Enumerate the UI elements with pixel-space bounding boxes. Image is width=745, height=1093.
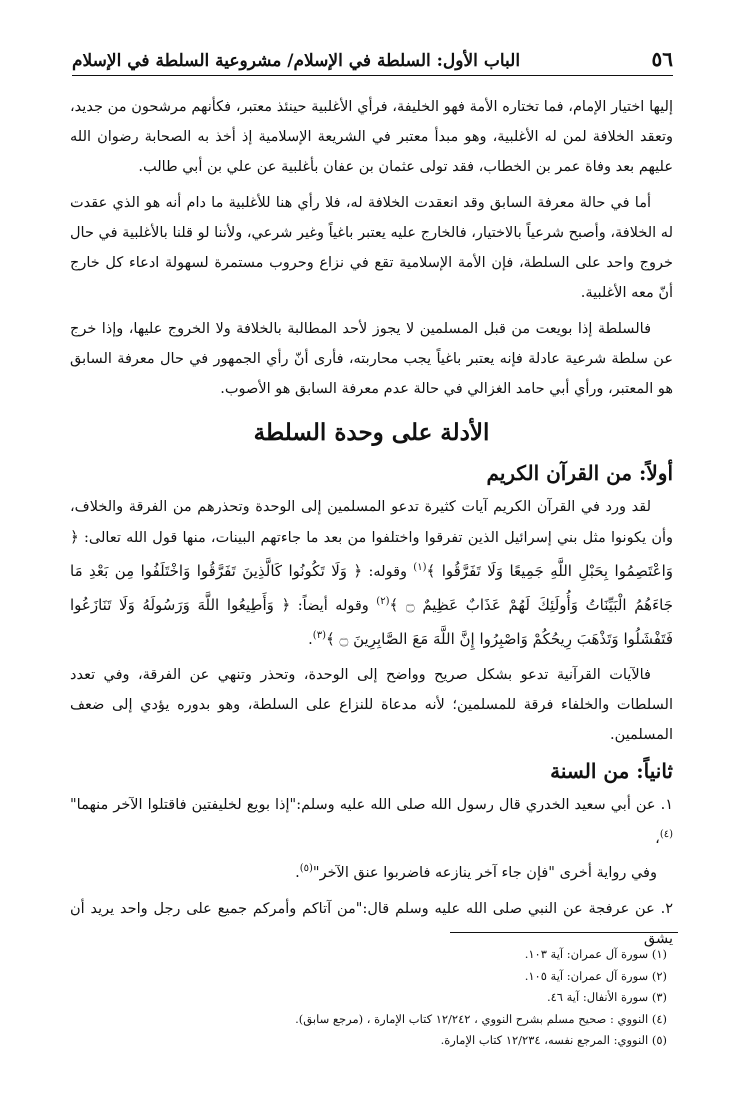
footnote-ref-5[interactable]: (٥) xyxy=(299,863,313,875)
section-title: الأدلة على وحدة السلطة xyxy=(253,419,490,446)
subsection-sunnah-title: ثانياً: من السنة xyxy=(550,759,673,784)
footnote-5: (٥) النووي: المرجع نفسه، ١٢/٢٣٤ كتاب الإمارة. xyxy=(440,1033,667,1047)
footnote-ref-3[interactable]: (٣) xyxy=(312,629,326,641)
hadith-item-1: ١. عن أبي سعيد الخدري قال رسول الله صلى الله عليه وسلم:"إذا بويع لخليفتين فاقتلوا الآخر منهما"$^{(٤)}$، وفي رواية أخرى "فإن جاء آخر ينازعه فاضربوا عنق الآخر"$^{(٥)}$. xyxy=(70,797,673,882)
running-header xyxy=(72,40,673,76)
footnote-separator xyxy=(450,932,678,933)
running-title: الباب الأول: السلطة في الإسلام/ مشروعية السلطة في الإسلام xyxy=(72,51,521,71)
quran-intro: لقد ورد في القرآن الكريم آيات كثيرة تدعو المسلمين إلى الوحدة وتحذرهم من الفرقة والخلاف، وأن يكونوا مثل بني إسرائيل الذين تفرقوا واختلفوا من بعد ما جاءتهم البينات، منها قول الله تعالى: xyxy=(70,499,673,546)
footnote-ref-2[interactable]: (٢) xyxy=(376,595,390,607)
subsection-quran-title: أولاً: من القرآن الكريم xyxy=(486,461,673,485)
main-text xyxy=(70,92,673,960)
footnote-1: (١) سورة آل عمران: آية ١٠٣. xyxy=(524,947,667,961)
quran-evidence: لقد ورد في القرآن الكريم آيات كثيرة تدعو المسلمين إلى الوحدة وتحذرهم من الفرقة والخلاف، وأن يكونوا مثل بني إسرائيل الذين تفرقوا واختلفوا من بعد ما جاءتهم البينات، منها قول الله تعالى: ﴿ وَاعْتَصِمُوا بِحَبْلِ اللَّهِ جَمِيعًا وَلَا تَفَرَّقُوا ﴾$^{(١)}$ وقوله: ﴿ وَلَا تَكُونُوا كَالَّذِينَ تَفَرَّقُوا وَاخْتَلَفُوا مِن بَعْدِ مَا جَاءَهُمُ الْبَيِّنَاتُ وَأُولَئِكَ لَهُمْ عَذَابٌ عَظِيمٌ ۝ ﴾$^{(٢)}$ وقوله أيضاً: ﴿ وَأَطِيعُوا اللَّهَ وَرَسُولَهُ وَلَا تَنَازَعُوا فَتَفْشَلُوا وَتَذْهَبَ رِيحُكُمْ وَاصْبِرُوا إِنَّ اللَّهَ مَعَ الصَّابِرِينَ ۝ ﴾$^{(٣)}$. xyxy=(70,499,674,648)
paragraph-1: إليها اختيار الإمام، فما تختاره الأمة فهو الخليفة، فرأي الأغلبية حينئذ معتبر، فكأنهم مرشحون من جديد، وتعقد الخلافة لمن له الأغلبية، وهو مبدأ معتبر في الشريعة الإسلامية إذ أخذ به الصحابة رضوان الله عليهم بعد وفاة عمر بن الخطاب، فقد تولى عثمان بن عفان بأغلبية عن علي بن أبي طالب. xyxy=(70,99,673,175)
footnote-2: (٢) سورة آل عمران: آية ١٠٥. xyxy=(524,968,667,983)
connector-1: وقوله: xyxy=(368,563,408,580)
footnote-ref-1[interactable]: (١) xyxy=(413,562,427,573)
hadith-1-text: ١. عن أبي سعيد الخدري قال رسول الله صلى الله عليه وسلم:"إذا بويع لخليفتين فاقتلوا الآخر منهما" xyxy=(70,797,673,814)
footnote-ref-4[interactable]: (٤) xyxy=(659,829,673,841)
paragraph-3: فالسلطة إذا بويعت من قبل المسلمين لا يجوز لأحد المطالبة بالخلافة ولا الخروج عليها، وإذا خرج عن سلطة شرعية عادلة فإنه يعتبر باغياً يجب محاربته، فأرى أنّ رأي الجمهور في حال معرفة السابق هو المعتبر، ورأي أبي حامد الغزالي في حالة عدم معرفة السابق هو الأصوب. xyxy=(70,321,673,397)
footnotes xyxy=(200,944,667,1052)
footnote-4: (٤) النووي : صحيح مسلم بشرح النووي ، ١٢/٢٤٢ كتاب الإمارة ، (مرجع سابق). xyxy=(295,1011,667,1026)
hadith-item-2: ٢. عن عرفجة عن النبي صلى الله عليه وسلم قال:"من آتاكم وأمركم جميع على رجل واحد يريد أن يشق xyxy=(70,901,673,948)
quran-verse-3: ﴿ وَأَطِيعُوا اللَّهَ وَرَسُولَهُ وَلَا تَنَازَعُوا فَتَفْشَلُوا وَتَذْهَبَ رِيحُكُمْ وَاصْبِرُوا إِنَّ اللَّهَ مَعَ الصَّابِرِينَ ۝ ﴾ xyxy=(70,595,673,648)
quran-verse-1: ﴿ وَاعْتَصِمُوا بِحَبْلِ اللَّهِ جَمِيعًا وَلَا تَفَرَّقُوا ﴾ xyxy=(70,528,674,580)
quran-conclusion: فالآيات القرآنية تدعو بشكل صريح وواضح إلى الوحدة، وتحذر وتنهي عن الفرقة، وفي تعدد السلطات والخلفاء فرقة للمسلمين؛ لأنه مدعاة للنزاع على السلطة، وهو بدوره يؤدي إلى ضعف المسلمين. xyxy=(70,667,673,744)
page-number: ٥٦ xyxy=(651,47,673,71)
hadith-1-alt-narration: وفي رواية أخرى "فإن جاء آخر ينازعه فاضربوا عنق الآخر" xyxy=(312,865,657,882)
paragraph-2: أما في حالة معرفة السابق وقد انعقدت الخلافة له، فلا رأي هنا للأغلبية ما دام أنه هو الذي عقدت له الخلافة، وأصبح شرعياً بالاختيار، فالخارج عليه يعتبر باغياً وغير شرعي، ولأننا لو قلنا بالأغلبية في حال خروج واحد على السلطة، فإن الأمة الإسلامية تقع في نزاع وحروب مستمرة لسهولة ادعاء كل خارج أنّ معه الأغلبية. xyxy=(70,195,673,301)
quran-verse-2: ﴿ وَلَا تَكُونُوا كَالَّذِينَ تَفَرَّقُوا وَاخْتَلَفُوا مِن بَعْدِ مَا جَاءَهُمُ الْبَيِّنَاتُ وَأُولَئِكَ لَهُمْ عَذَابٌ عَظِيمٌ ۝ ﴾ xyxy=(70,561,673,614)
footnote-3: (٣) سورة الأنفال: آية ٤٦. xyxy=(546,990,667,1004)
connector-2: وقوله أيضاً: xyxy=(297,597,369,614)
